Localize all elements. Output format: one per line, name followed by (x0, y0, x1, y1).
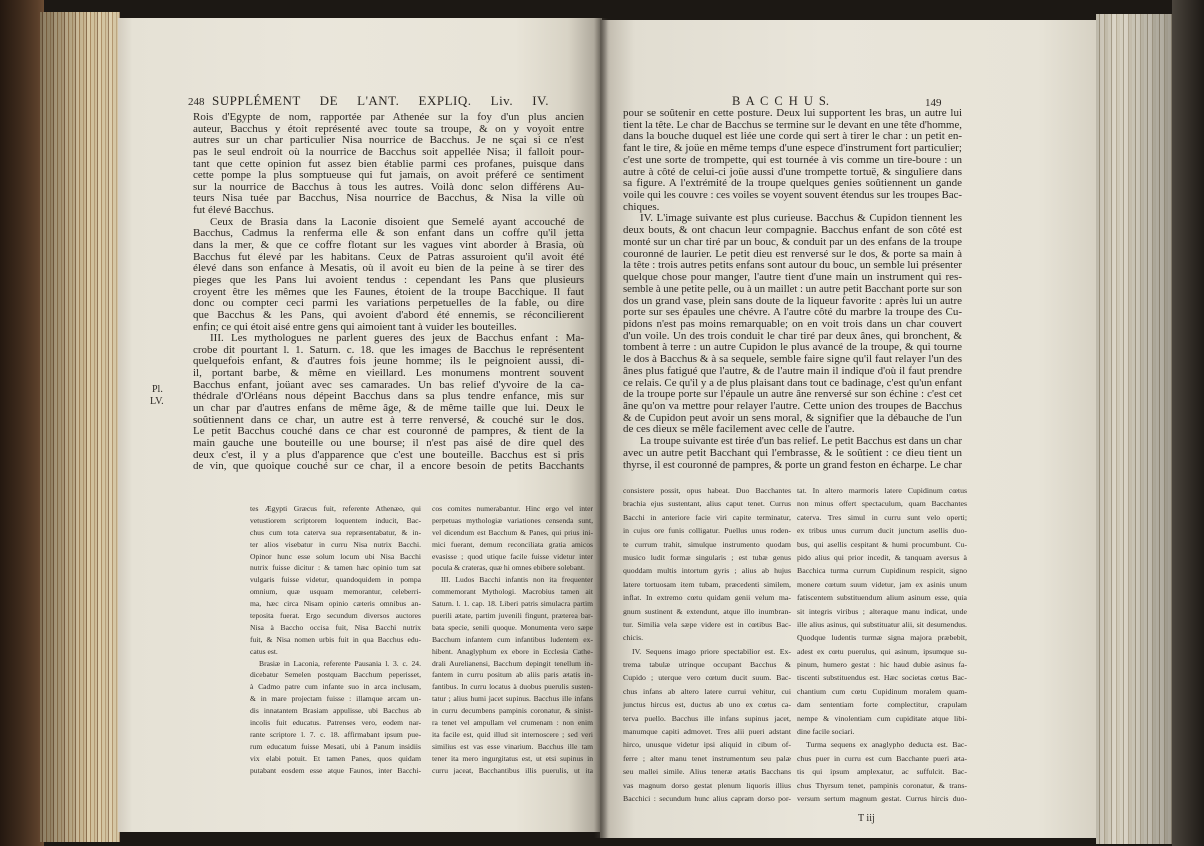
text-line-content: vel dicendum est Bacchum & Panes, qui prius ini- (432, 527, 593, 537)
text-line (193, 438, 584, 450)
text-line-content: chicis. (623, 633, 644, 643)
left-page-number: 248 (188, 96, 205, 108)
text-line (623, 436, 962, 448)
text-line-content: Cupido ; uterque vero cœtum ducit suum. Bac- (623, 673, 791, 683)
text-line-content: hibent. Anaglyphum ex ebore in Ecclesia Cathe- (432, 646, 593, 656)
margin-note-plate-number: LV. (150, 396, 164, 407)
text-line (623, 792, 791, 805)
text-line-content: chus infans ab altero latere currui vehitur, cui (623, 686, 791, 696)
text-line-content: teposita fuerat. Ergo secundum diversos auctores (250, 611, 421, 621)
text-line-content: fantibus. In curru locatus à duobus puerulis susten- (432, 682, 593, 692)
text-line-content: Ceux de Brasia dans la Laconie disoient que Semelé ayant accouché de (210, 215, 584, 228)
text-line (797, 511, 967, 524)
text-line (432, 646, 593, 658)
text-line-content: rum educatum fuisse Mesati, ubi à Panum insidiis (250, 741, 421, 751)
text-line-content: ter alios visebatur in curru Nisa nutrix Bacchi. (250, 539, 421, 549)
text-line (623, 378, 962, 390)
text-line-content: enfin; ce qui étoit aisé entre gens qui aimoient tant à vuider les bouteilles. (193, 320, 517, 333)
text-line-content: main gauche une bouteille ou une bourse; il n'est pas aisé de dire quel des (193, 436, 584, 449)
text-line-content: monté sur un char tiré par un bouc, & conduit par un des enfans de la troupe (623, 235, 962, 248)
text-line (250, 562, 421, 574)
right-footnotes-col-2 (797, 484, 967, 805)
left-running-head (212, 93, 549, 108)
text-line (250, 765, 421, 777)
text-line-content: croyent être les mêmes que les Faunes, étoient de la troupe Bacchique. Il faut (193, 285, 584, 298)
text-line (250, 515, 421, 527)
text-line (797, 671, 967, 684)
text-line-content: junctus hircus est, ductus ab uno ex cœtus ca- (623, 700, 791, 710)
text-line (797, 765, 967, 778)
text-line-content: putabant eosdem esse atque Faunos, inter Bacchi- (250, 765, 421, 775)
text-line (250, 753, 421, 765)
text-line (623, 658, 791, 671)
text-line-content: tes Ægypti Græcus fuit, referente Athenæo, qui (250, 504, 421, 513)
text-line (797, 685, 967, 698)
text-line (623, 511, 791, 524)
text-line-content: chus Thyrsum tenet, pampinis coronatur, & trans- (797, 780, 967, 790)
text-line-content: nempe & vinolentiam cum cupiditate atque libi- (797, 713, 967, 723)
text-line (797, 618, 967, 631)
text-line (623, 618, 791, 631)
text-line-content: hirco, unusque videtur ipsi aliquid in cibum of- (623, 740, 791, 750)
text-line-content: Bacchus enfant, joüant avec ses camarades. Un bas relief d'yvoire de la ca- (193, 378, 584, 391)
text-line (797, 591, 967, 604)
right-footnotes-col-1 (623, 484, 791, 805)
text-line-content: Bacchus fut élevé par les habitans. Ceux de Patras assuroient qu'il avoit été (193, 250, 584, 263)
text-line (797, 631, 967, 644)
text-line (797, 752, 967, 765)
text-line-content: monere cœtum suum videtur, jam ex asinis unum (797, 579, 967, 589)
text-line (623, 237, 962, 249)
book-gutter (594, 18, 608, 838)
text-line (623, 551, 791, 564)
text-line (623, 578, 791, 591)
page-edges-left-shade (40, 12, 120, 842)
text-line-content: vix elabi potuit. Et tamen Panes, quos quidam (250, 753, 421, 763)
text-line-content: couronné de laurier. Le petit dieu est renversé sur le dos, & porte sa main à (623, 247, 962, 260)
text-line-content: tatur ; alius humi jacet supinus. Bacchus ille infans (432, 694, 593, 704)
text-line-content: à Cadmo patre cum infante suo in arca inclusam, (250, 682, 421, 692)
text-line-content: III. Ludos Bacchi infantis non ita frequenter (441, 575, 593, 585)
text-line (432, 622, 593, 634)
text-line-content: versum sertum magnum gestat. Currus hircis duo- (797, 793, 967, 803)
text-line-content: drali Aurelianensi, Bacchum depingit tenellum in- (432, 658, 593, 668)
text-line-content: te currum trahit, simulque instrumento quodam (623, 539, 791, 549)
signature-mark: T iij (858, 813, 875, 824)
text-line (623, 698, 791, 711)
text-line-content: dos un grand vase, plein sans doute de la liqueur favorite : après lui un autre (623, 294, 962, 307)
text-line (250, 598, 421, 610)
text-line-content: seu mallei simile. Alius teneræ ætatis Bacchans (623, 767, 791, 777)
text-line (623, 155, 962, 167)
text-line-content: de vin, que quoique couché sur ce char, il a encore besoin de petits Bacchants (193, 460, 584, 473)
text-line (250, 622, 421, 634)
text-line (797, 605, 967, 618)
text-line-content: adest ex cœtu puerulus, qui asinum, ipsumque su- (797, 646, 967, 656)
text-line-content: musico ludit formæ singularis ; est tubæ genus (623, 552, 791, 562)
text-line-content: Bacchus, Cadmus la renferma elle & son enfant dans un coffre qu'il jetta (193, 227, 584, 240)
text-line (250, 527, 421, 539)
text-line-content: & de Cupidon peut avoir un sens moral, & signifier que la débauche de l'un (623, 411, 962, 424)
text-line (250, 539, 421, 551)
text-line-content: de la troupe porte sur l'épaule un autre âne renversé sur son échine : c'est cet (623, 388, 962, 401)
text-line (623, 120, 962, 132)
text-line-content: tient la tête. Le char de Bacchus se termine sur le devant en une tête d'homme, (623, 118, 962, 131)
text-line-content: ex tribus unus currum ducit junctum asellis duo- (797, 526, 967, 536)
text-line-content: Rois d'Egypte de nom, rapportée par Athenée sur la foy d'un plus ancien (193, 111, 584, 123)
text-line (623, 284, 962, 296)
text-line (623, 591, 791, 604)
text-line (623, 605, 791, 618)
text-line (250, 610, 421, 622)
text-line-content: dine facile sociari. (797, 727, 855, 737)
left-footnotes-col-2 (432, 503, 593, 776)
text-line-content: ra tenet vel ampullam vel crumenam : non enim (432, 718, 593, 728)
text-line-content: dans la bouche duquel est liée une corde qui sert à tirer le char : un petit en- (623, 130, 962, 143)
text-line-content: chus puer in curru est cum Bacchante pueri æta- (797, 753, 967, 763)
text-line (432, 598, 593, 610)
text-line-content: Opinor hunc esse solum locum ubi Nisa Bacchi (250, 551, 421, 561)
text-line (250, 681, 421, 693)
text-line-content: brachia ejus sustentant, alius caput tenet. Currus (623, 499, 791, 509)
text-line (623, 779, 791, 792)
text-line-content: autre à côté de celui-ci joüe aussi d'une trompette tortuë, & singuliere dans (623, 165, 962, 178)
left-body-text (193, 112, 584, 473)
text-line (193, 403, 584, 415)
text-line (432, 527, 593, 539)
text-line (797, 578, 967, 591)
text-line-content: fut élevé Bacchus. (193, 204, 274, 217)
text-line (797, 564, 967, 577)
text-line-content: dam sententiam forte complectitur, crapulam (797, 700, 967, 710)
text-line-content: rante scriptore l. 7. c. 18. affirmabant ipsum pue- (250, 729, 421, 739)
text-line-content: in cujus ore funis colligatur. Puellus unus roden- (623, 526, 791, 536)
text-line (250, 729, 421, 741)
text-line-content: terva puello. Bacchus ille infans supinus jacet, (623, 713, 791, 723)
text-line-content: IV. L'image suivante est plus curieuse. Bacchus & Cupidon tiennent les (640, 212, 962, 225)
text-line-content: vetustiorem scriptorem loquentem inducit, Bac- (250, 515, 421, 525)
text-line-content: deux c'est, il y a plus d'apparence que c'est une bouteille. Bacchus est si pris (193, 448, 584, 461)
text-line (193, 275, 584, 287)
text-line-content: ma, hæc circa Nisam opinio cæteris omnibus an- (250, 599, 421, 609)
text-line (250, 634, 421, 646)
text-line-content: chus cum tota caterva sua repræsentabatur, & in- (250, 527, 421, 537)
text-line (432, 765, 593, 777)
text-line-content: Quodque ludentis turmæ signa majora præbebit, (797, 633, 967, 643)
text-line (432, 562, 593, 574)
text-line-content: fuit, & Nisa nomen urbis fuit in qua Bacchus edu- (250, 634, 421, 644)
text-line (623, 460, 962, 472)
text-line (432, 503, 593, 515)
text-line (623, 685, 791, 698)
text-line-content: Bacchici : secundum hunc alius capram dorso por- (623, 793, 791, 803)
text-line (193, 112, 584, 124)
right-running-head-text: B A C C H U S. (732, 94, 829, 108)
text-line-content: sit integris viribus ; alteraque manu indicat, unde (797, 606, 967, 616)
text-line (623, 524, 791, 537)
text-line-content: c'est une sorte de trompette, qui est tournée à vis comme un tire-boure : un (623, 153, 962, 166)
text-line (432, 574, 593, 586)
text-line-content: fatiscentem substituendum alium asinum esse, quia (797, 593, 967, 603)
text-line (193, 368, 584, 380)
text-line (432, 705, 593, 717)
text-line-content: ita facile est, quid illud sit internoscere ; sed veri (432, 729, 593, 739)
text-line (432, 681, 593, 693)
backdrop (1172, 0, 1204, 846)
text-line (250, 669, 421, 681)
text-line (797, 792, 967, 805)
text-line (623, 645, 791, 658)
text-line (250, 658, 421, 670)
text-line-content: tis qui ipsum amplexatur, ac suffulcit. Bac- (797, 767, 967, 777)
text-line-content: tur. Similia vela sæpe videre est in cœtibus Bac- (623, 619, 791, 629)
text-line-content: dicebatur Semelen postquam Bacchum peperisset, (250, 670, 421, 680)
text-line (623, 401, 962, 413)
text-line-content: evasisse ; quod utique facile fuisse videtur inter (432, 551, 593, 561)
text-line-content: manumque capiti admovet. Tres alii pueri adstant (623, 727, 791, 737)
text-line (432, 729, 593, 741)
text-line (432, 634, 593, 646)
text-line-content: gnum sustinent & extendunt, atque illo inumbran- (623, 606, 791, 616)
text-line-content: catus est. (250, 646, 278, 656)
text-line-content: porte sur ses épaules une chévre. A l'autre côté du marbre la troupe des Cu- (623, 306, 962, 319)
text-line (797, 738, 967, 751)
text-line-content: La troupe suivante est tirée d'un bas relief. Le petit Bacchus est dans un char (640, 435, 962, 448)
text-line-content: pido alius qui prior incedit, & tanquam aversus à (797, 552, 967, 562)
text-line-content: omnium, quæ usquam memorantur, celeberri- (250, 587, 421, 597)
text-line (797, 779, 967, 792)
text-line-content: pieges que les Pans lui avoient tendus : cependant les Pans que plusieurs (193, 273, 584, 286)
text-line (250, 503, 421, 515)
text-line (432, 693, 593, 705)
text-line-content: Saturn. l. 1. cap. 18. Liberi patris simulacra partim (432, 599, 593, 609)
text-line-content: crobe dit pourtant l. 1. Saturn. c. 18. que les images de Bacchus le représentent (193, 343, 584, 356)
text-line (432, 741, 593, 753)
text-line (623, 260, 962, 272)
text-line-content: inflat. In extremo cœtu quidam genii velum ma- (623, 593, 791, 603)
text-line-content: pinum, humero gestat : hic haud dubie asinus fa- (797, 660, 967, 670)
text-line-content: pas le seul endroit où la nourrice de Bacchus soit appellée Nisa; il falloit pour- (193, 145, 584, 158)
text-line (432, 539, 593, 551)
text-line-content: il, portant barbe, & même en vieillard. Les monumens montrent souvent (193, 367, 584, 380)
text-line-content: autres sur un char particulier Nisa nourrice de Bacchus. Je ne sçai si ce n'est (193, 134, 584, 147)
text-line (797, 725, 967, 738)
text-line-content: tiscenti substituendus est. Hæc societas cœtus Bac- (797, 673, 967, 683)
text-line-content: soûtiennent dans ce char, un autre est à terre renversé, & couché sur le dos. (193, 413, 584, 426)
text-line-content: voile qui les couvre : ces voiles se voyent souvent étendus sur les troupes Bac- (623, 189, 962, 202)
text-line (250, 741, 421, 753)
right-page-number: 149 (925, 97, 942, 109)
text-line-content: thédrale d'Orléans nous dépeint Bacchus dans sa plus tendre enfance, mis sur (193, 390, 584, 403)
text-line (250, 705, 421, 717)
text-line-content: pour se soûtenir en cette posture. Deux lui supportent les bras, un autre lui (623, 107, 962, 119)
text-line (432, 669, 593, 681)
text-line (193, 310, 584, 322)
text-line-content: pocula & crateras, quæ hi omnes ebibere solebant. (432, 563, 585, 573)
text-line-content: trema tabulæ utrinque occupant Bacchus & (623, 660, 791, 670)
text-line-content: bata specie, senili quoque. Monumenta vero sæpe (432, 622, 593, 632)
text-line-content: dans la mer, & que ce coffre flotant sur les vagues vint aborder à Brasia, où (193, 239, 584, 252)
text-line-content: d'un voile. Un des trois conduit le char tiré par deux ânes, qui bronchent, & (623, 329, 962, 342)
text-line-content: tat. In altero marmoris latere Cupidinum cœtus (797, 486, 967, 495)
text-line-content: III. Les mythologues ne parlent gueres des jeux de Bacchus enfant : Ma- (210, 332, 584, 345)
text-line (250, 551, 421, 563)
text-line (432, 586, 593, 598)
text-line (797, 658, 967, 671)
text-line-content: commemorant Mythologi. Macrobius tamen ait (432, 587, 593, 597)
text-line-content: cette pompe la plus somptueuse qui fut jamais, on avoit préferé ce sentiment (193, 169, 584, 182)
text-line-content: non minus offert spectaculum, quam Bacchantes (797, 499, 967, 509)
text-line-content: élevé dans son enfance à Mesatis, où il avoit eu bien de la peine à se tirer des (193, 262, 584, 275)
book-cover (0, 0, 44, 846)
text-line-content: auteur, Bacchus y étoit représenté avec toute sa troupe, & on y voyoit entre (193, 122, 584, 135)
text-line-content: similius est vas esse vinarium. Bacchus ille tam (432, 741, 593, 751)
text-line (623, 765, 791, 778)
text-line-content: semble à une petite pelle, ou à un maillet : un autre petit Bacchant porte sur son (623, 282, 962, 295)
text-line-content: vulgaris fuisse videtur, quandoquidem in pompa (250, 575, 421, 585)
text-line-content: Le petit Bacchus couché dans ce char est couronné de pampres, & tient de la (193, 425, 584, 438)
text-line (193, 461, 584, 473)
text-line-content: ce relais. Ce qu'il y a de plus plaisant dans tout ce badinage, c'est qu'un enfant (623, 376, 962, 389)
text-line (432, 551, 593, 563)
text-line (432, 753, 593, 765)
text-line (250, 574, 421, 586)
text-line-content: vas magnum dorso gestat plenum liquoris illius (623, 780, 791, 790)
text-line-content: & in mare projectam fuisse : illamque arcam un- (250, 694, 421, 704)
right-body-text (623, 108, 962, 471)
text-line-content: fantem in curru positum ab aliis paris ætatis in- (432, 670, 593, 680)
text-line (797, 712, 967, 725)
text-line-content: deux bouts, & ont chacun leur compagnie. Bacchus enfant de son côté est (623, 224, 962, 237)
text-line-content: Bacchica turma currum Cupidinum respicit, signo (797, 566, 967, 576)
margin-note-plate: Pl. (152, 384, 163, 395)
text-line-content: cos comites numerabantur. Hinc ergo vel inter (432, 504, 593, 513)
text-line (623, 319, 962, 331)
text-line-content: âne qu'on va mettre pour relayer l'autre. Cette union des troupes de Bacchus (623, 399, 962, 412)
text-line-content: ferre ; alter manu tenet instrumentum seu palæ (623, 753, 791, 763)
text-line-content: nutrix fuisse dicitur : & tamen hæc opinio tum sat (250, 563, 421, 573)
text-line (250, 586, 421, 598)
text-line (432, 515, 593, 527)
text-line (432, 717, 593, 729)
text-line-content: Bacchum infantem cum infantibus ludentem ex- (432, 634, 593, 644)
text-line-content: Bacchi in anteriore facie viri capite terminatur, (623, 512, 791, 522)
text-line-content: que Bacchus & les Pans, qui avoient d'abord été ennemis, se réconcilierent (193, 308, 584, 321)
text-line-content: ânes plus fatigué que l'autre, & de l'autre main il indique d'où il faut prendre (623, 364, 962, 377)
text-line-content: IV. Sequens imago priore spectabilior est. Ex- (632, 646, 791, 656)
text-line (797, 551, 967, 564)
text-line-content: chantium cum cœtu Cupidinum moralem quam- (797, 686, 967, 696)
text-line-content: la tête : trois autres petits enfans sont autour du bouc, un semble lui présenter (623, 259, 962, 272)
text-line-content: le dos à Bacchus & à sa sequele, semble faire signe qu'il faut relayer l'un des (623, 353, 962, 366)
text-line (623, 631, 791, 644)
text-line-content: sa figure. A l'extrémité de la troupe quelques genies soûtiennent un gande (623, 177, 962, 190)
text-line (193, 240, 584, 252)
text-line-content: incolis fuit educatus. Patrenses vero, eodem nar- (250, 718, 421, 728)
text-line-content: latere tortuosam item tubam, præcedenti similem, (623, 579, 791, 589)
text-line-content: un char par d'autres enfans de même âge, & de même taille que lui. Deux le (193, 402, 584, 415)
text-line (623, 752, 791, 765)
left-running-head-text: SUPPLÉMENT DE L'ANT. EXPLIQ. Liv. IV. (212, 93, 549, 108)
text-line-content: dis innatantem Brasiam appulisse, ubi Bacchus ab (250, 706, 421, 716)
text-line-content: perpetuas mythologiæ variationes censenda sunt, (432, 515, 593, 525)
text-line-content: in curru decumbens pampinis coronatur, & sinist- (432, 706, 593, 716)
text-line-content: curru jaceat, Bacchantibus illis puerulis, ut ita (432, 765, 593, 775)
text-line-content: chiques. (623, 200, 660, 213)
text-line (432, 610, 593, 622)
text-line (193, 147, 584, 159)
text-line (623, 738, 791, 751)
text-line (623, 671, 791, 684)
text-line (623, 484, 791, 497)
text-line (623, 538, 791, 551)
text-line (797, 484, 967, 497)
text-line-content: de ces dieux se mêle facilement avec celle de l'autre. (623, 423, 855, 436)
text-line-content: tener ita mero ingurgitatus est, ut etsi supinus in (432, 753, 593, 763)
text-line-content: pidons n'est pas moins remarquable; on en voit trois dans un char couvert (623, 317, 962, 330)
text-line (797, 645, 967, 658)
text-line-content: caterva. Tres simul in curru sunt velo operti; (797, 512, 967, 522)
text-line (797, 497, 967, 510)
text-line (797, 698, 967, 711)
text-line-content: thyrse, il est couronné de pampres, & porte un grand feston en écharpe. Le char (623, 458, 962, 471)
text-line-content: Nisa à Baccho occisa fuit, Nisa Bacchi nutrix (250, 622, 421, 632)
text-line (623, 712, 791, 725)
left-footnotes-col-1 (250, 503, 421, 776)
text-line (797, 524, 967, 537)
text-line-content: donc ou compter ceci parmi les variations perpetuelles de la fable, ou dire (193, 297, 584, 310)
text-line (797, 538, 967, 551)
text-line (623, 725, 791, 738)
text-line (623, 497, 791, 510)
text-line-content: bus, qui asellis cespitant & humi procumbunt. Cu- (797, 539, 967, 549)
text-line-content: teurs Nisa tuée par Bacchus, Nisa nourrice de Bacchus, & Nisa la ville où (193, 192, 584, 205)
text-line (250, 693, 421, 705)
text-line (432, 658, 593, 670)
text-line-content: Brasiæ in Laconia, referente Pausania l. 3. c. 24. (259, 658, 421, 668)
text-line-content: tombent à terre : un autre Cupidon le plus avancé de la troupe, & qui tourne (623, 341, 962, 354)
text-line-content: quelque chose pour manger, l'autre tient d'une main un instrument qui res- (623, 271, 962, 284)
text-line-content: tant que cette opinion fut assez bien établie parmi ces profanes, puisque dans (193, 157, 584, 170)
text-line (623, 564, 791, 577)
text-line (623, 190, 962, 202)
text-line-content: ille alius asinus, qui substituatur alii, sit desumendus. (797, 619, 967, 629)
text-line-content: mici fuerant, demum reconciliata gratia amicos (432, 539, 593, 549)
page-edges-right-shade (1096, 14, 1172, 844)
text-line (250, 717, 421, 729)
text-line-content: quelquefois enfant, & d'autres fois jeune homme; ils le peignoient aussi, di- (193, 355, 584, 368)
text-line-content: fant le tire, & joüe en même temps d'une espece d'instrument fort particulier; (623, 142, 962, 155)
text-line-content: consistere possit, opus habeat. Duo Bacchantes (623, 486, 791, 495)
text-line (250, 646, 421, 658)
text-line-content: quoddam multis intortum gyris ; alius ab hujus (623, 566, 791, 576)
text-line-content: sur la nourrice de Bacchus à tous les autres. Voilà donc selon différens Au- (193, 180, 584, 193)
text-line-content: avec un autre petit Bacchant qui l'embrasse, & le soûtient : ce dieu tient un (623, 446, 962, 459)
text-line-content: Turma sequens ex anaglypho deducta est. Bac- (806, 740, 967, 750)
text-line-content: puerili ætate, partim juvenili fingunt, præterea bar- (432, 611, 593, 621)
